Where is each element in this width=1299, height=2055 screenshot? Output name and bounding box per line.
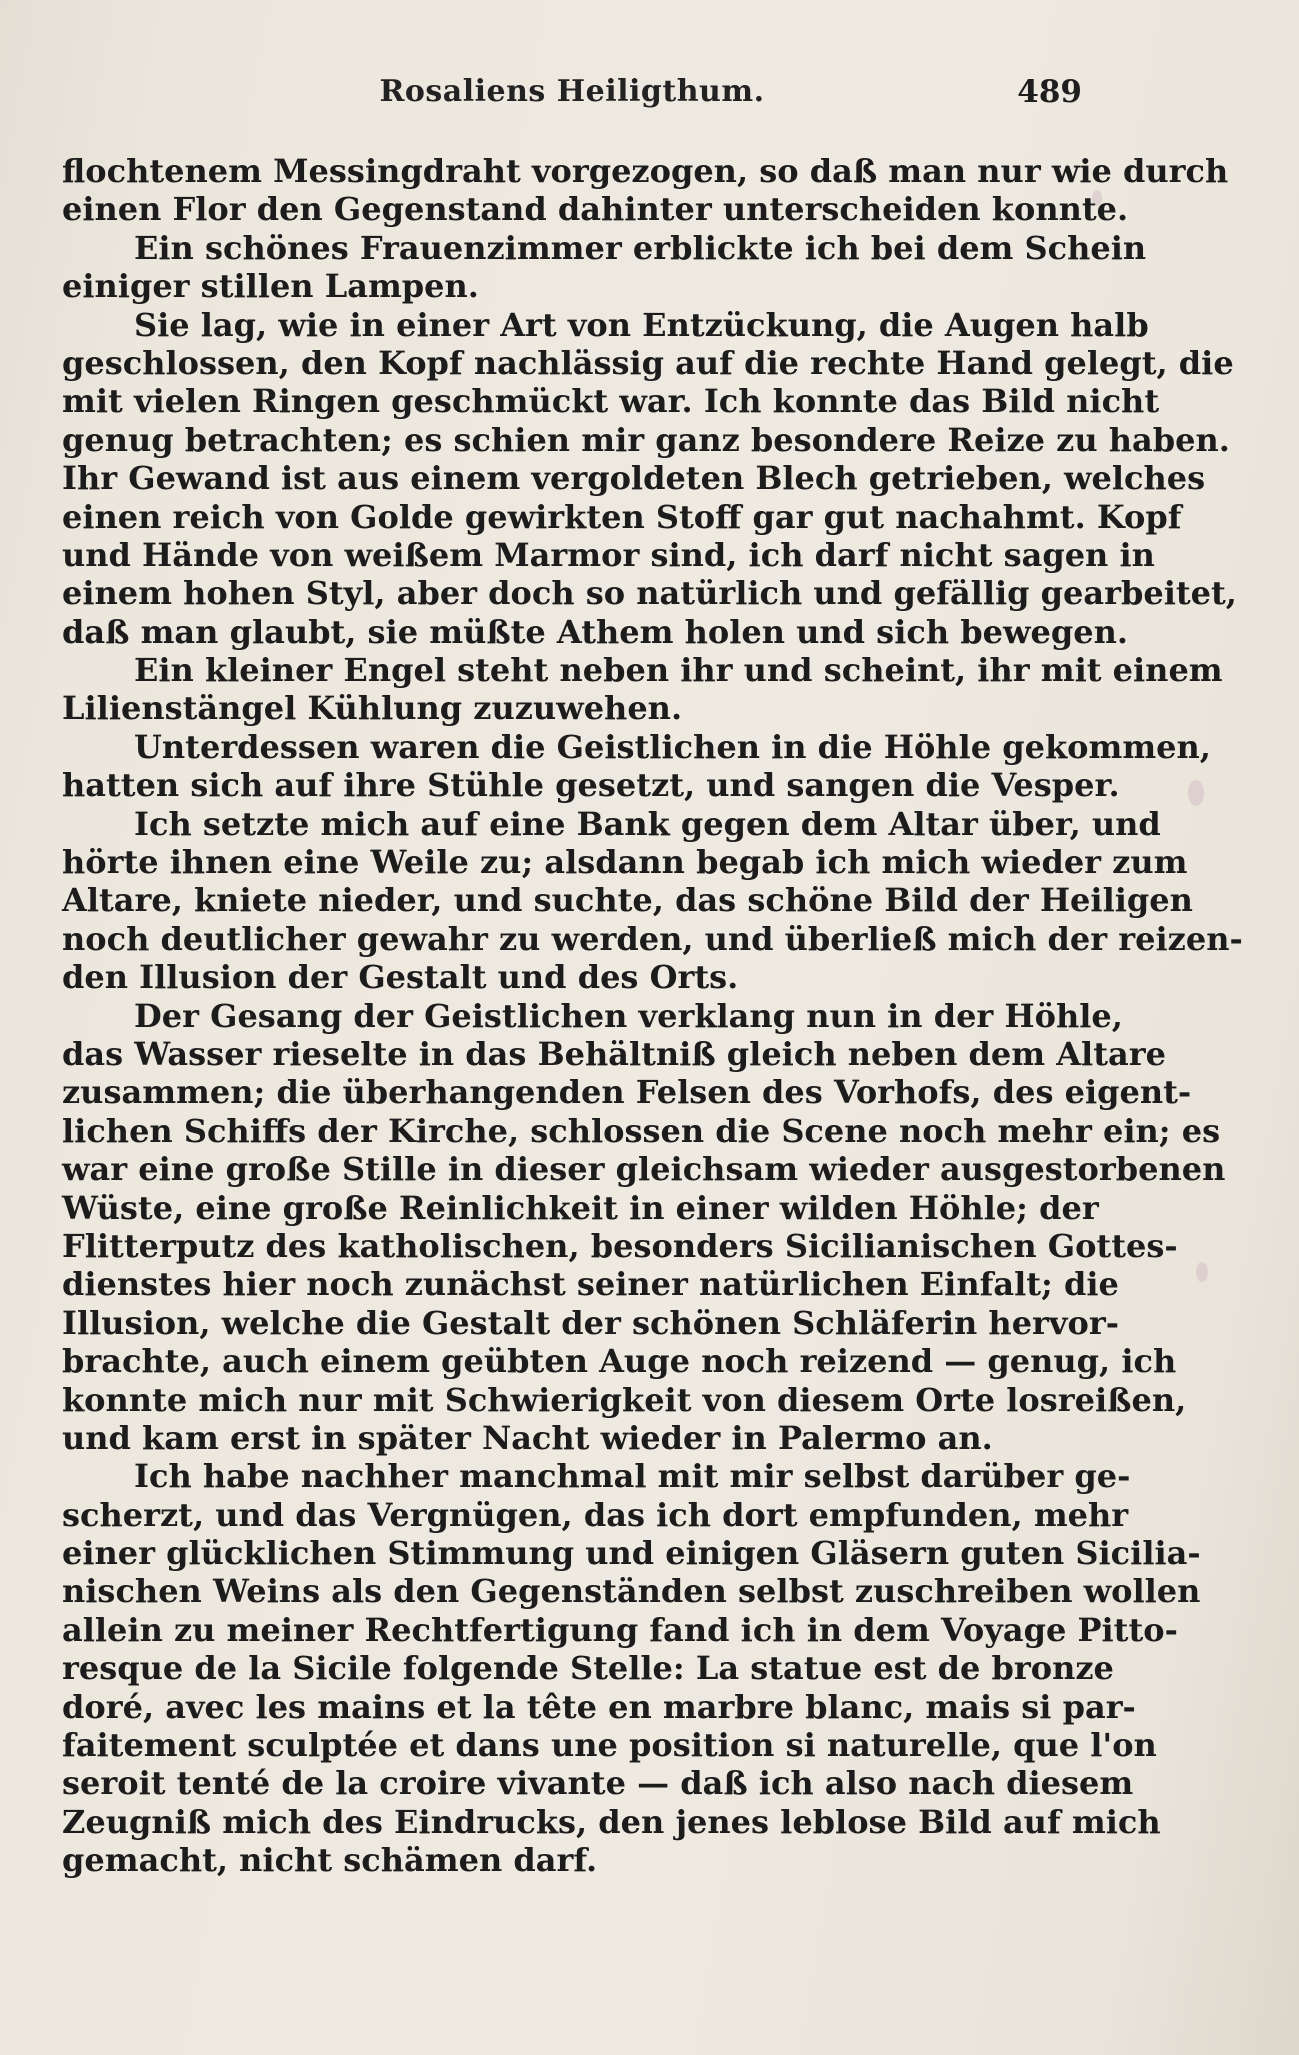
text-line: Der Gesang der Geistlichen verklang nun in der Höhle, bbox=[134, 996, 1123, 1035]
text-line: allein zu meiner Rechtfertigung fand ich in dem Voyage Pitto- bbox=[62, 1610, 1178, 1649]
text-line: Ich setzte mich auf eine Bank gegen dem Altar über, und bbox=[134, 804, 1161, 843]
text-line: dienstes hier noch zunächst seiner natürlichen Einfalt; die bbox=[62, 1265, 1119, 1304]
text-line: noch deutlicher gewahr zu werden, und überließ mich der reizen- bbox=[62, 919, 1243, 958]
text-line: doré, avec les mains et la tête en marbre blanc, mais si par- bbox=[62, 1687, 1136, 1726]
text-line: einer glücklichen Stimmung und einigen Gläsern guten Sicilia- bbox=[62, 1534, 1201, 1573]
text-line: faitement sculptée et dans une position si naturelle, que l'on bbox=[62, 1726, 1157, 1765]
text-line: und Hände von weißem Marmor sind, ich darf nicht sagen in bbox=[62, 535, 1155, 574]
text-line: den Illusion der Gestalt und des Orts. bbox=[62, 958, 739, 997]
text-line: resque de la Sicile folgende Stelle: La statue est de bronze bbox=[62, 1649, 1114, 1688]
paper-stain bbox=[1188, 780, 1204, 806]
text-line: Wüste, eine große Reinlichkeit in einer wilden Höhle; der bbox=[62, 1188, 1099, 1227]
text-line: genug betrachten; es schien mir ganz besondere Reize zu haben. bbox=[62, 420, 1230, 459]
text-line: Lilienstängel Kühlung zuzuwehen. bbox=[62, 689, 683, 728]
text-line: Sie lag, wie in einer Art von Entzückung, die Augen halb bbox=[134, 305, 1149, 344]
text-line: einiger stillen Lampen. bbox=[62, 267, 479, 306]
text-line: hörte ihnen eine Weile zu; alsdann begab ich mich wieder zum bbox=[62, 843, 1188, 882]
text-line: gemacht, nicht schämen darf. bbox=[62, 1841, 598, 1880]
text-line: flochtenem Messingdraht vorgezogen, so daß man nur wie durch bbox=[62, 152, 1229, 190]
text-line: war eine große Stille in dieser gleichsam wieder ausgestorbenen bbox=[62, 1150, 1226, 1189]
running-title: Rosaliens Heiligthum. bbox=[379, 74, 765, 109]
page-header bbox=[62, 74, 1082, 122]
text-line: einem hohen Styl, aber doch so natürlich und gefällig gearbeitet, bbox=[62, 574, 1237, 613]
text-line: daß man glaubt, sie müßte Athem holen und sich bewegen. bbox=[62, 612, 1129, 651]
page-number: 489 bbox=[1017, 74, 1082, 110]
text-line: Ein schönes Frauenzimmer erblickte ich bei dem Schein bbox=[134, 228, 1147, 267]
text-line: das Wasser rieselte in das Behältniß gleich neben dem Altare bbox=[62, 1034, 1166, 1073]
text-line: Illusion, welche die Gestalt der schönen Schläferin hervor- bbox=[62, 1303, 1119, 1342]
text-line: mit vielen Ringen geschmückt war. Ich konnte das Bild nicht bbox=[62, 382, 1160, 421]
body-text bbox=[62, 152, 1243, 1880]
text-line: Unterdessen waren die Geistlichen in die Höhle gekommen, bbox=[134, 727, 1211, 766]
text-line: nischen Weins als den Gegenständen selbst zuschreiben wollen bbox=[62, 1572, 1201, 1611]
text-line: Altare, kniete nieder, und suchte, das schöne Bild der Heiligen bbox=[62, 881, 1193, 920]
text-line: Ein kleiner Engel steht neben ihr und scheint, ihr mit einem bbox=[134, 651, 1223, 690]
text-line: brachte, auch einem geübten Auge noch reizend — genug, ich bbox=[62, 1342, 1177, 1381]
text-line: lichen Schiffs der Kirche, schlossen die Scene noch mehr ein; es bbox=[62, 1111, 1221, 1150]
text-line: Ihr Gewand ist aus einem vergoldeten Blech getrieben, welches bbox=[62, 459, 1206, 498]
text-line: Zeugniß mich des Eindrucks, den jenes leblose Bild auf mich bbox=[62, 1802, 1161, 1841]
text-line: einen reich von Golde gewirkten Stoff gar gut nachahmt. Kopf bbox=[62, 497, 1182, 536]
text-line: Ich habe nachher manchmal mit mir selbst darüber ge- bbox=[134, 1457, 1131, 1496]
text-line: geschlossen, den Kopf nachlässig auf die rechte Hand gelegt, die bbox=[62, 343, 1234, 382]
text-line: einen Flor den Gegenstand dahinter unterscheiden konnte. bbox=[62, 190, 1129, 229]
text-line: hatten sich auf ihre Stühle gesetzt, und sangen die Vesper. bbox=[62, 766, 1120, 805]
text-line: zusammen; die überhangenden Felsen des Vorhofs, des eigent- bbox=[62, 1073, 1192, 1112]
paper-stain bbox=[1196, 1262, 1208, 1282]
text-line: konnte mich nur mit Schwierigkeit von diesem Orte losreißen, bbox=[62, 1380, 1187, 1419]
text-line: scherzt, und das Vergnügen, das ich dort empfunden, mehr bbox=[62, 1495, 1129, 1534]
text-line: Flitterputz des katholischen, besonders Sicilianischen Gottes- bbox=[62, 1226, 1178, 1265]
text-line: und kam erst in später Nacht wieder in Palermo an. bbox=[62, 1418, 993, 1457]
text-line: seroit tenté de la croire vivante — daß ich also nach diesem bbox=[62, 1764, 1134, 1803]
